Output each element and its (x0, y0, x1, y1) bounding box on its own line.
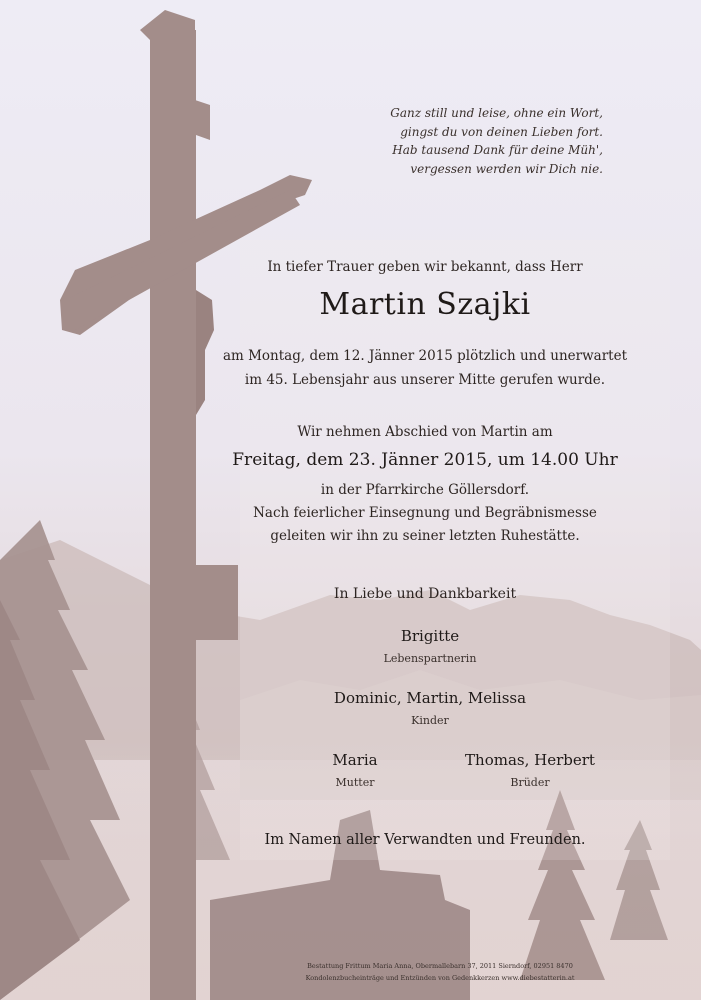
footer-condolence: Kondolenzbucheinträge und Entzünden von Gedenkkerzen www.diebestatterin.at (305, 974, 575, 982)
children-names: Dominic, Martin, Melissa (333, 689, 527, 707)
poem-line: Ganz still und leise, ohne ein Wort, (390, 106, 603, 120)
death-line-2: im 45. Lebensjahr aus unserer Mitte gerufen wurde. (244, 372, 606, 388)
death-line-1: am Montag, dem 12. Jänner 2015 plötzlich und unerwartet (222, 348, 628, 364)
brothers-role: Brüder (510, 776, 550, 789)
footer-undertaker: Bestattung Frittum Maria Anna, Obermallebarn 37, 2011 Sierndorf, 02951 8470 (307, 962, 573, 970)
place-line-1: in der Pfarrkirche Göllersdorf. (320, 482, 530, 498)
mother-role: Mutter (335, 776, 375, 789)
mother-name: Maria (332, 751, 378, 769)
brothers-names: Thomas, Herbert (465, 751, 595, 769)
place-line-2: Nach feierlicher Einsegnung und Begräbnismesse (253, 505, 597, 521)
deceased-name: Martin Szajki (319, 287, 531, 322)
poem (283, 104, 603, 178)
poem-line: Hab tausend Dank für deine Müh', (392, 143, 603, 157)
closing-line: Im Namen aller Verwandten und Freunden. (264, 832, 586, 848)
place-line-3: geleiten wir ihn zu seiner letzten Ruhestätte. (270, 528, 580, 544)
farewell-intro: Wir nehmen Abschied von Martin am (297, 424, 553, 440)
mourners-heading: In Liebe und Dankbarkeit (333, 586, 517, 602)
poem-line: vergessen werden wir Dich nie. (410, 161, 603, 176)
funeral-date: Freitag, dem 23. Jänner 2015, um 14.00 Uhr (232, 450, 618, 470)
intro-text: In tiefer Trauer geben wir bekannt, dass Herr (267, 259, 583, 275)
children-role: Kinder (411, 714, 449, 727)
poem-line: gingst du von deinen Lieben fort. (400, 124, 603, 139)
partner-role: Lebenspartnerin (383, 652, 477, 665)
partner-name: Brigitte (400, 627, 460, 645)
